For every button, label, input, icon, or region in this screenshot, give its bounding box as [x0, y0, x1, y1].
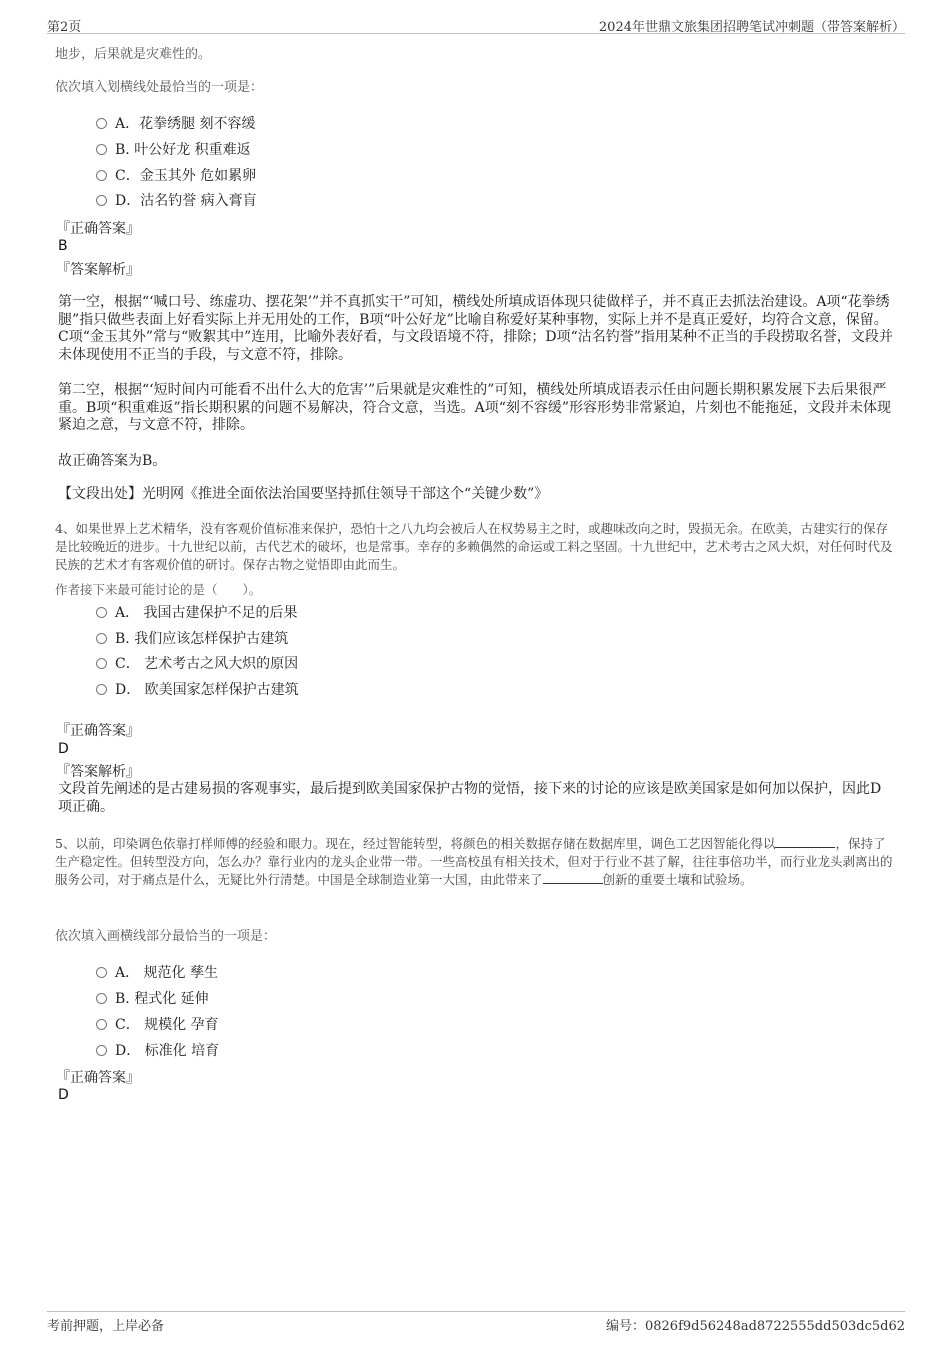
q5-option-c[interactable]: C． 规模化 孕育 — [96, 1014, 219, 1036]
q4-answer-label: 『正确答案』 — [56, 723, 140, 739]
radio-icon[interactable] — [96, 170, 107, 181]
q4-analysis-label: 『答案解析』 — [56, 764, 140, 780]
footer-slogan: 考前押题，上岸必备 — [47, 1319, 165, 1334]
q5-passage: 5、以前，印染调色依靠打样师傅的经验和眼力。现在，经过智能转型，将颜色的相关数据存储在数据库里，调色工艺因智能化得以 ，保持了生产稳定性。但转型没方向，怎么办？靠行业内的龙头企业带一带。一些高校虽有相关技术，但对于行业不甚了解，往往事倍功半，而行业龙头剥离出的服务公司，对于痛点是什么，无疑比外行清楚。中国是全球制造业第一大国，由此带来了 创新的重要土壤和试验场。 — [55, 836, 893, 887]
page-header — [47, 14, 905, 34]
radio-icon[interactable] — [96, 658, 107, 669]
radio-icon[interactable] — [96, 1045, 107, 1056]
q4-option-d[interactable]: D． 欧美国家怎样保护古建筑 — [96, 679, 299, 701]
q3-prompt: 依次填入划横线处最恰当的一项是： — [55, 80, 264, 95]
q3-conclusion: 故正确答案为B。 — [58, 453, 167, 469]
document-title: 2024年世鼎文旅集团招聘笔试冲刺题（带答案解析） — [598, 20, 905, 35]
q4-passage: 4、如果世界上艺术精华，没有客观价值标准来保护，恐怕十之八九均会被后人在权势易主之时，或趣味改向之时，毁损无余。在欧美，古建实行的保存是比较晚近的进步。十九世纪以前，古代艺术的破坏，也是常事。幸存的多赖偶然的命运或工料之坚固。十九世纪中，艺术考古之风大炽，对任何时代及民族的艺术才有客观价值的研讨。保存古物之觉悟即由此而生。 — [55, 521, 893, 572]
radio-icon[interactable] — [96, 144, 107, 155]
page-footer — [47, 1311, 905, 1333]
q3-answer: B — [58, 238, 68, 254]
q3-analysis-paragraph-2: 第二空，根据“‘短时间内可能看不出什么大的危害’”后果就是灾难性的”可知，横线处所填成语表示任由问题长期积累发展下去后果很严重。B项“积重难返”指长期积累的问题不易解决，符合文意，当选。A项“刻不容缓”形容形势非常紧迫，片刻也不能拖延，文段并未体现紧迫之意，与文意不符，排除。 — [58, 382, 892, 433]
q4-analysis: 文段首先阐述的是古建易损的客观事实，最后提到欧美国家保护古物的觉悟，接下来的讨论的应该是欧美国家是如何加以保护，因此D项正确。 — [58, 781, 882, 815]
q5-option-d[interactable]: D． 标准化 培育 — [96, 1040, 219, 1062]
page-number: 第2页 — [47, 20, 82, 35]
q5-answer-label: 『正确答案』 — [56, 1070, 140, 1086]
q3-analysis-label: 『答案解析』 — [56, 262, 140, 278]
radio-icon[interactable] — [96, 633, 107, 644]
q4-option-c[interactable]: C． 艺术考古之风大炽的原因 — [96, 653, 298, 675]
q3-analysis-paragraph-1: 第一空，根据“‘喊口号、练虚功、摆花架’”并不真抓实干”可知，横线处所填成语体现只徒做样子，并不真正去抓法治建设。A项“花拳绣腿”指只做些表面上好看实际上并无用处的工作，B项“叶公好龙”比喻自称爱好某种事物，实际上并不是真正爱好，均符合文意，保留。C项“金玉其外”常与“败絮其中”连用，比喻外表好看，与文段语境不符，排除；D项“沽名钓誉”指用某种不正当的手段捞取名誉，文段并未体现使用不正当的手段，与文意不符，排除。 — [58, 294, 893, 363]
q4-option-b[interactable]: B. 我们应该怎样保护古建筑 — [96, 628, 288, 650]
radio-icon[interactable] — [96, 118, 107, 129]
fill-blank-2[interactable] — [543, 872, 603, 884]
q5-answer: D — [58, 1087, 69, 1103]
q5-option-b[interactable]: B. 程式化 延伸 — [96, 988, 209, 1010]
footer-serial: 编号：0826f9d56248ad8722555dd503dc5d62 — [605, 1319, 905, 1334]
q3-option-d[interactable]: D．沽名钓誉 病入膏肓 — [96, 190, 257, 212]
q4-prompt: 作者接下来最可能讨论的是（ ）。 — [55, 582, 262, 597]
q5-option-a[interactable]: A． 规范化 孳生 — [96, 962, 218, 984]
fill-blank-1[interactable] — [775, 836, 835, 848]
radio-icon[interactable] — [96, 993, 107, 1004]
q3-answer-label: 『正确答案』 — [56, 221, 140, 237]
radio-icon[interactable] — [96, 1019, 107, 1030]
radio-icon[interactable] — [96, 967, 107, 978]
q4-option-a[interactable]: A． 我国古建保护不足的后果 — [96, 602, 298, 624]
q4-answer: D — [58, 741, 69, 757]
radio-icon[interactable] — [96, 684, 107, 695]
q5-prompt: 依次填入画横线部分最恰当的一项是： — [55, 929, 277, 944]
q3-option-a[interactable]: A．花拳绣腿 刻不容缓 — [96, 113, 256, 135]
radio-icon[interactable] — [96, 607, 107, 618]
q3-passage-tail: 地步，后果就是灾难性的。 — [55, 47, 212, 62]
q3-option-c[interactable]: C．金玉其外 危如累卵 — [96, 165, 256, 187]
q3-source: 【文段出处】光明网《推进全面依法治国要坚持抓住领导干部这个“关键少数”》 — [58, 486, 549, 502]
radio-icon[interactable] — [96, 195, 107, 206]
q3-option-b[interactable]: B. 叶公好龙 积重难返 — [96, 139, 251, 161]
